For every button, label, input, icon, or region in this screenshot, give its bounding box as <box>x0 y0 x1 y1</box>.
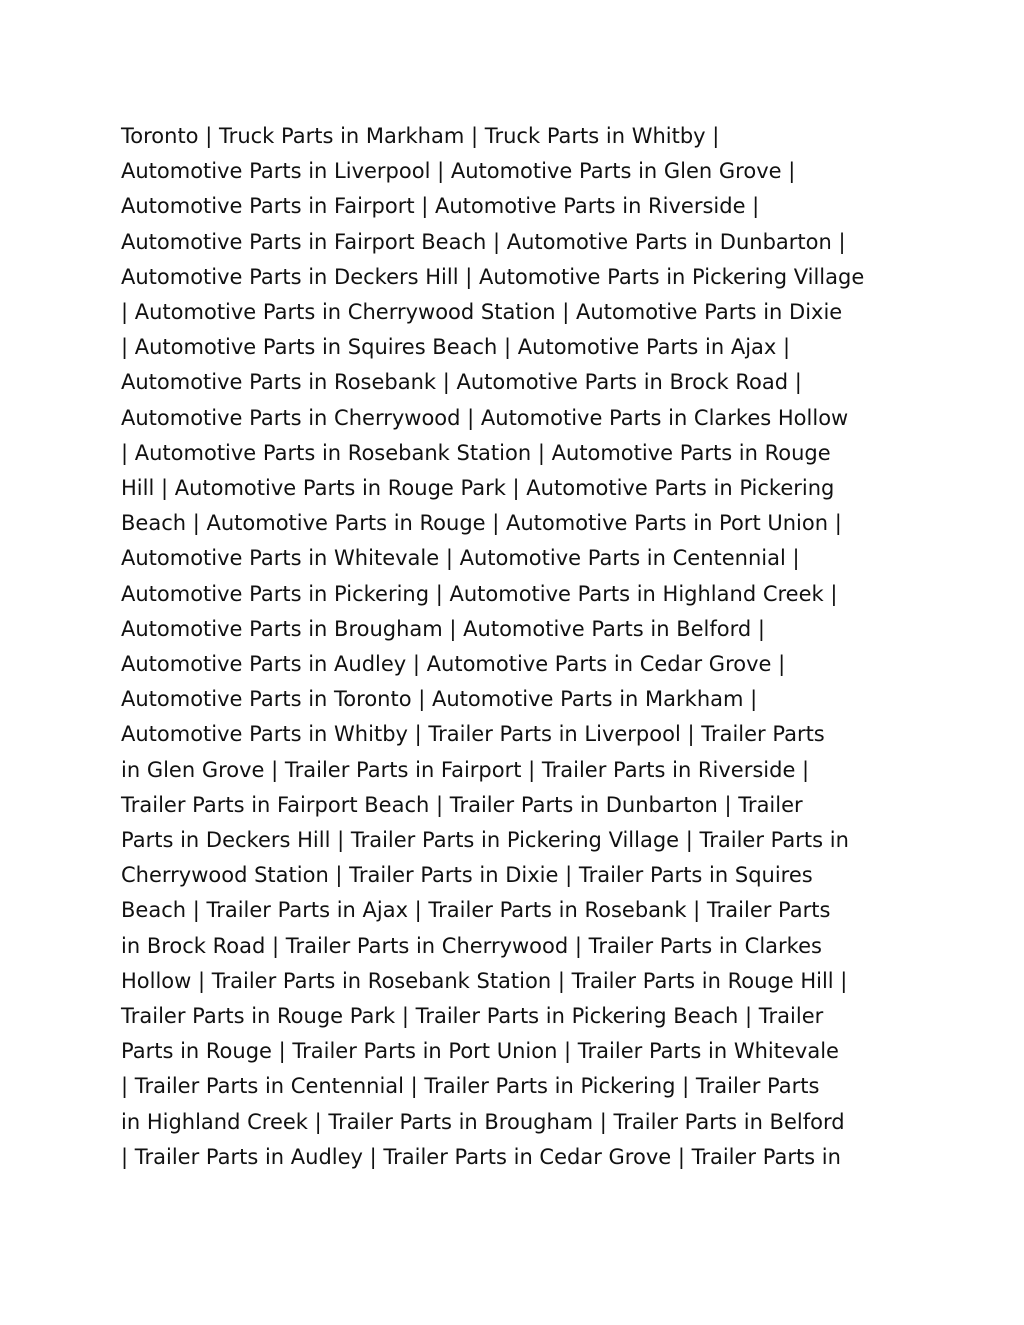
text-line: Cherrywood Station | Trailer Parts in Dixie | Trailer Parts in Squires <box>121 863 813 888</box>
text-line: Parts in Deckers Hill | Trailer Parts in Pickering Village | Trailer Parts in <box>121 828 849 853</box>
text-line: Trailer Parts in Fairport Beach | Trailer Parts in Dunbarton | Trailer <box>121 792 803 817</box>
text-line: Automotive Parts in Pickering | Automotive Parts in Highland Creek | <box>121 581 838 606</box>
text-line: Automotive Parts in Whitevale | Automotive Parts in Centennial | <box>121 546 800 571</box>
text-line: Automotive Parts in Brougham | Automotive Parts in Belford | <box>121 616 765 641</box>
text-line: Toronto | Truck Parts in Markham | Truck Parts in Whitby | <box>121 124 720 148</box>
text-line: in Highland Creek | Trailer Parts in Brougham | Trailer Parts in Belford <box>121 1109 845 1134</box>
text-line: Automotive Parts in Audley | Automotive Parts in Cedar Grove | <box>121 652 786 677</box>
text-line: Hill | Automotive Parts in Rouge Park | Automotive Parts in Pickering <box>121 476 835 501</box>
text-line: Automotive Parts in Whitby | Trailer Parts in Liverpool | Trailer Parts <box>121 722 825 747</box>
text-line: in Glen Grove | Trailer Parts in Fairport | Trailer Parts in Riverside | <box>121 757 810 782</box>
text-line: | Trailer Parts in Audley | Trailer Parts in Cedar Grove | Trailer Parts in <box>121 1144 841 1169</box>
text-line: Beach | Automotive Parts in Rouge | Automotive Parts in Port Union | <box>121 511 842 536</box>
text-line: Parts in Rouge | Trailer Parts in Port Union | Trailer Parts in Whitevale <box>121 1039 839 1064</box>
body-text <box>121 119 911 1175</box>
text-line: Automotive Parts in Fairport | Automotive Parts in Riverside | <box>121 194 760 219</box>
text-line: Automotive Parts in Fairport Beach | Automotive Parts in Dunbarton | <box>121 229 846 254</box>
text-line: Automotive Parts in Rosebank | Automotive Parts in Brock Road | <box>121 370 802 395</box>
text-line: Trailer Parts in Rouge Park | Trailer Parts in Pickering Beach | Trailer <box>121 1004 824 1029</box>
text-line: | Automotive Parts in Squires Beach | Automotive Parts in Ajax | <box>121 335 791 360</box>
text-line: in Brock Road | Trailer Parts in Cherrywood | Trailer Parts in Clarkes <box>121 933 822 958</box>
text-line: Beach | Trailer Parts in Ajax | Trailer Parts in Rosebank | Trailer Parts <box>121 898 831 923</box>
text-line: Automotive Parts in Deckers Hill | Automotive Parts in Pickering Village <box>121 264 865 289</box>
text-line: Automotive Parts in Cherrywood | Automotive Parts in Clarkes Hollow <box>121 405 849 430</box>
text-line: | Trailer Parts in Centennial | Trailer Parts in Pickering | Trailer Parts <box>121 1074 820 1099</box>
text-line: | Automotive Parts in Cherrywood Station | Automotive Parts in Dixie <box>121 300 843 325</box>
text-line: Hollow | Trailer Parts in Rosebank Station | Trailer Parts in Rouge Hill | <box>121 968 848 993</box>
text-line: | Automotive Parts in Rosebank Station | Automotive Parts in Rouge <box>121 440 831 465</box>
text-line: Automotive Parts in Toronto | Automotive Parts in Markham | <box>121 687 758 712</box>
text-line: Automotive Parts in Liverpool | Automotive Parts in Glen Grove | <box>121 159 796 184</box>
